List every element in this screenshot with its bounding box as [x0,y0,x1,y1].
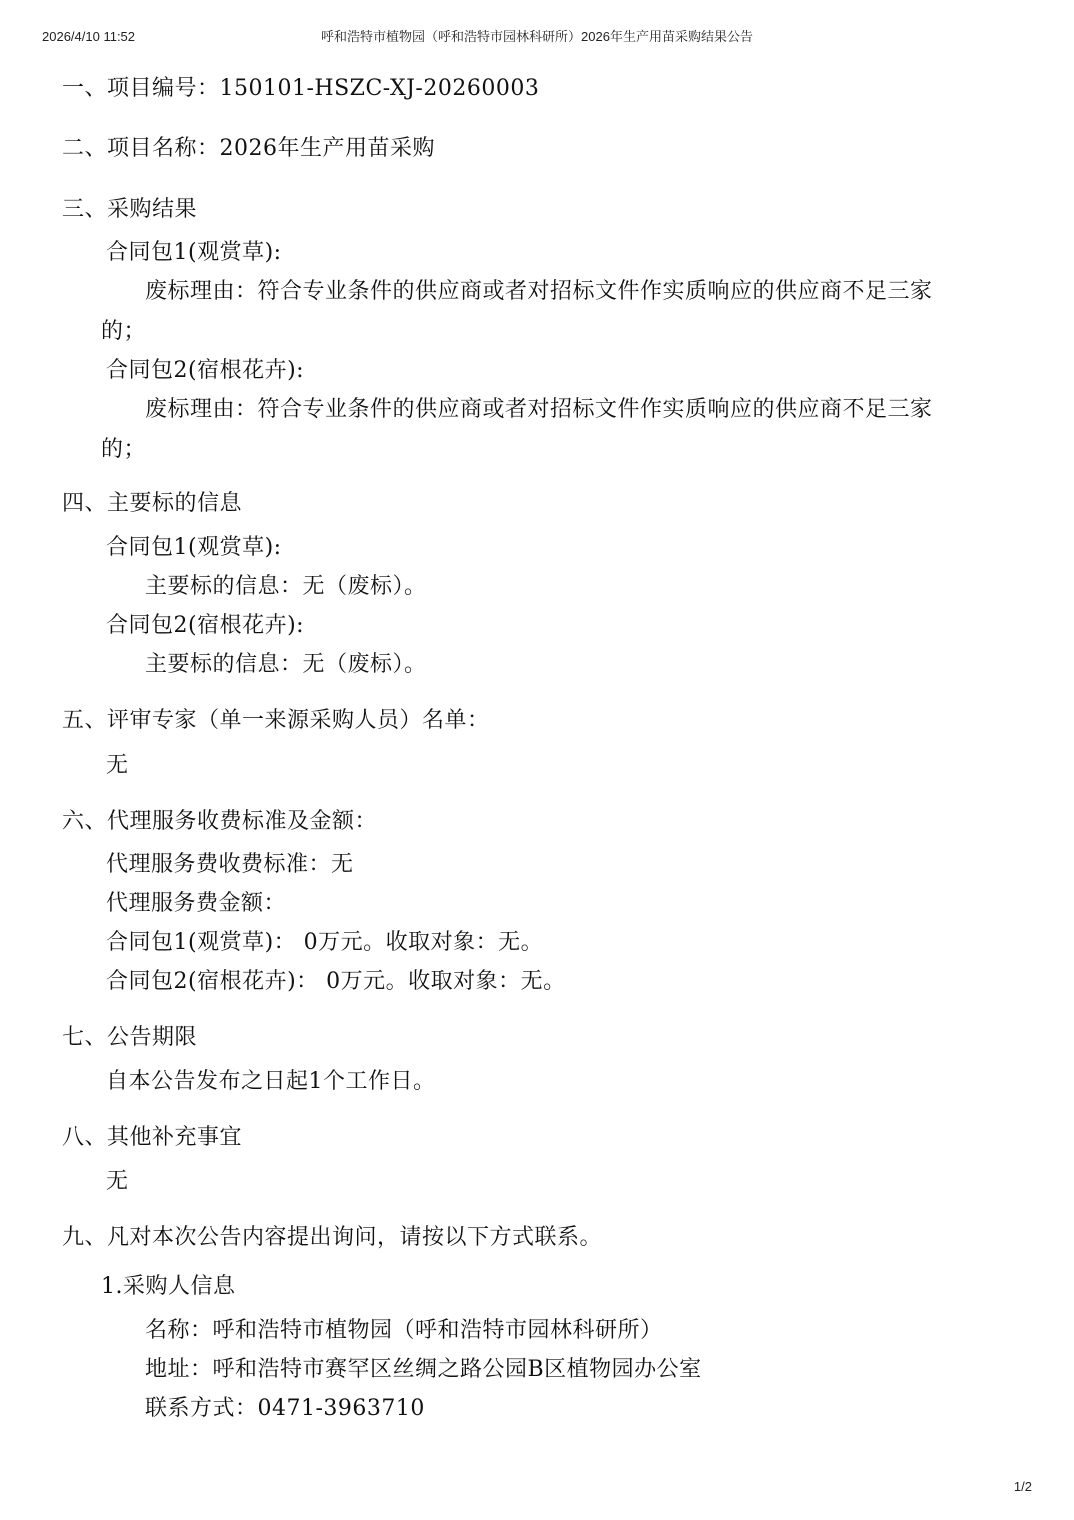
print-datetime: 2026/4/10 11:52 [42,29,136,44]
experts-content: 无 [106,753,129,778]
purchaser-contact: 联系方式：0471-3963710 [145,1396,425,1421]
subject-package-2-info: 主要标的信息：无（废标）。 [145,652,427,677]
notice-period-content: 自本公告发布之日起1个工作日。 [106,1069,436,1094]
agency-fee-heading: 六、代理服务收费标准及金额： [62,809,378,834]
subject-package-1-label: 合同包1(观赏草): [106,535,282,560]
project-name-heading: 二、项目名称：2026年生产用苗采购 [62,136,435,161]
result-package-2-reason: 废标理由：符合专业条件的供应商或者对招标文件作实质响应的供应商不足三家 [145,397,933,422]
other-matters-content: 无 [106,1169,129,1194]
print-header-title: 呼和浩特市植物园（呼和浩特市园林科研所）2026年生产用苗采购结果公告 [321,29,753,44]
purchaser-name: 名称：呼和浩特市植物园（呼和浩特市园林科研所） [145,1318,663,1343]
result-package-2-reason-cont: 的； [101,437,147,462]
agency-fee-package-2: 合同包2(宿根花卉)： 0万元。收取对象：无。 [106,969,566,994]
agency-fee-amount-label: 代理服务费金额： [106,891,287,916]
notice-period-heading: 七、公告期限 [62,1025,198,1050]
result-package-1-reason: 废标理由：符合专业条件的供应商或者对招标文件作实质响应的供应商不足三家 [145,279,933,304]
contact-heading: 九、凡对本次公告内容提出询问，请按以下方式联系。 [62,1225,603,1250]
subject-package-2-label: 合同包2(宿根花卉): [106,613,305,638]
purchaser-info-heading: 1.采购人信息 [101,1274,236,1299]
agency-fee-standard: 代理服务费收费标准：无 [106,852,354,877]
result-package-1-label: 合同包1(观赏草): [106,240,282,265]
page-number: 1/2 [1013,1479,1032,1494]
purchaser-address: 地址：呼和浩特市赛罕区丝绸之路公园B区植物园办公室 [145,1357,702,1382]
result-package-2-label: 合同包2(宿根花卉): [106,358,305,383]
result-package-1-reason-cont: 的； [101,319,147,344]
main-subject-heading: 四、主要标的信息 [62,491,243,516]
subject-package-1-info: 主要标的信息：无（废标）。 [145,574,427,599]
agency-fee-package-1: 合同包1(观赏草)： 0万元。收取对象：无。 [106,930,544,955]
project-number-heading: 一、项目编号：150101-HSZC-XJ-20260003 [62,76,540,101]
other-matters-heading: 八、其他补充事宜 [62,1125,243,1150]
experts-heading: 五、评审专家（单一来源采购人员）名单： [62,708,490,733]
procurement-result-heading: 三、采购结果 [62,197,198,222]
